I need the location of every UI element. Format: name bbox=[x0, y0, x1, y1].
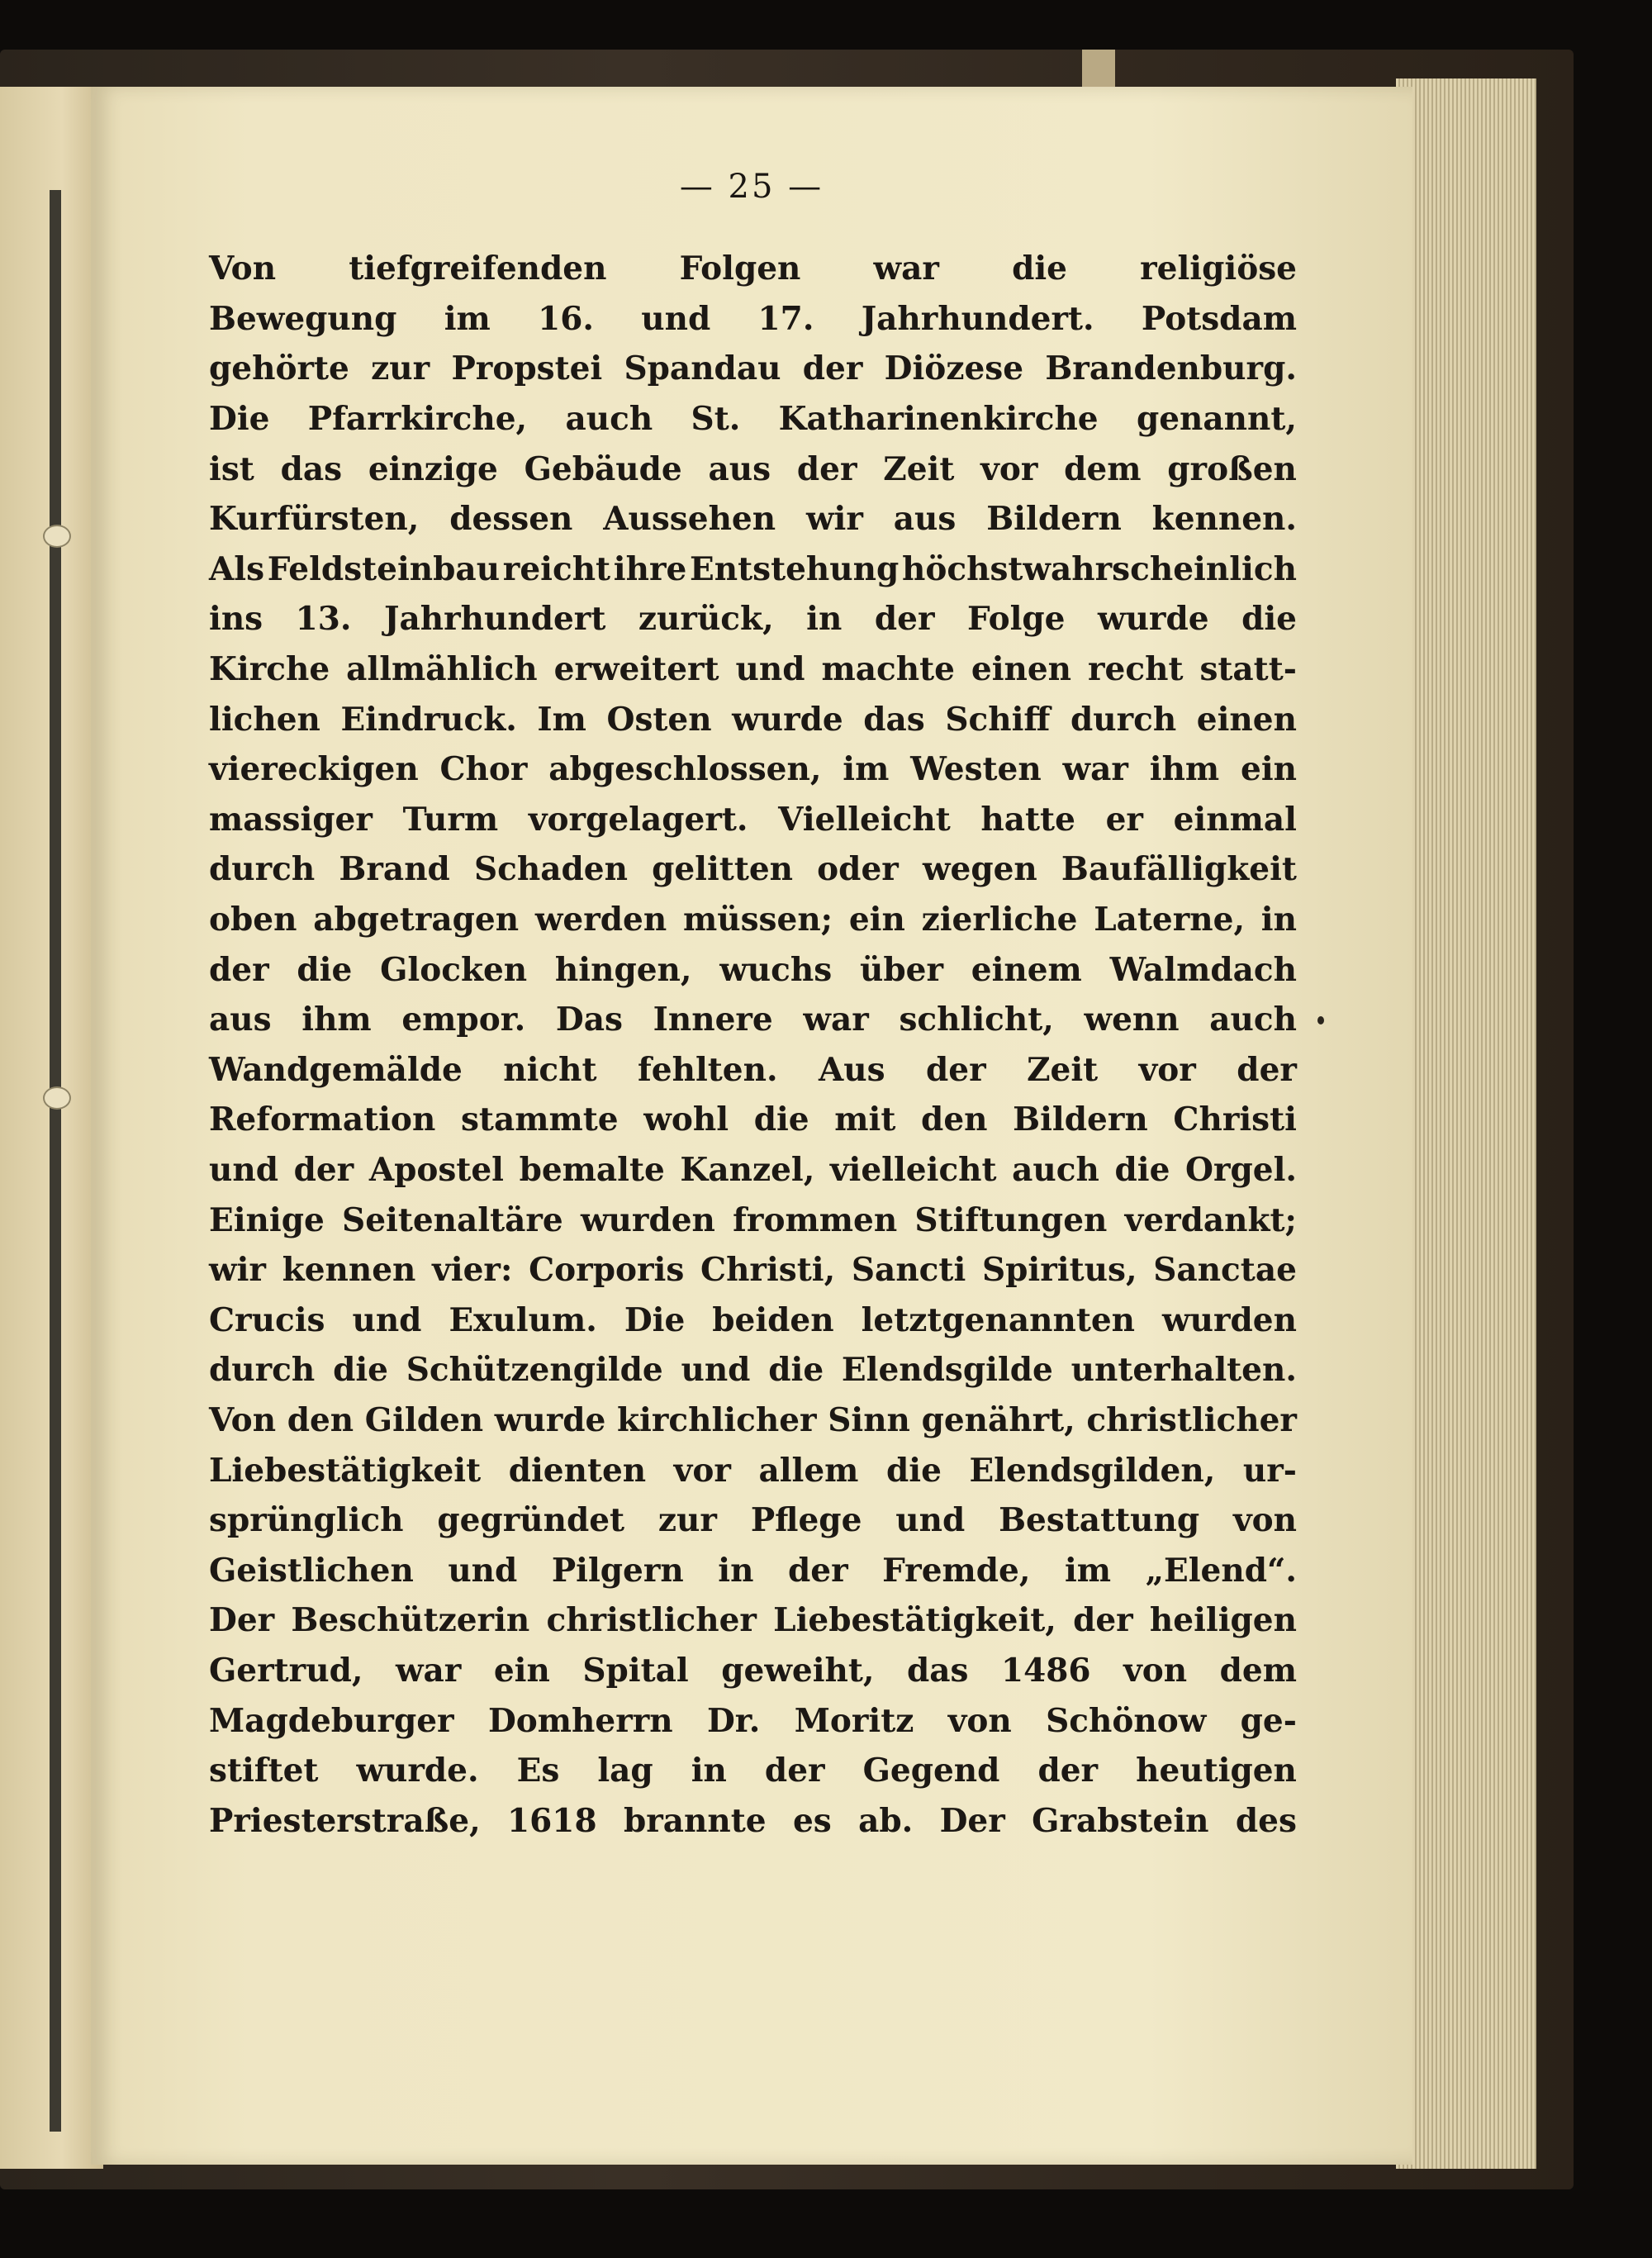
text-line: Die Pfarrkirche, auch St. Katharinenkirche genannt, bbox=[209, 400, 1297, 439]
text-line: Crucis und Exulum. Die beiden letztgenannten wurden bbox=[209, 1300, 1297, 1339]
text-line: Kurfürsten, dessen Aussehen wir aus Bildern kennen. bbox=[209, 500, 1297, 539]
text-line: durch Brand Schaden gelitten oder wegen Baufälligkeit bbox=[209, 850, 1297, 889]
text-line: Einige Seitenaltäre wurden frommen Stiftungen verdankt; bbox=[209, 1200, 1297, 1239]
text-line: Geistlichen und Pilgern in der Fremde, im „Elend“. bbox=[209, 1551, 1297, 1590]
text-line: Bewegung im 16. und 17. Jahrhundert. Potsdam bbox=[209, 299, 1297, 338]
headband bbox=[1082, 50, 1115, 88]
text-line: ins 13. Jahrhundert zurück, in der Folge wurde die bbox=[209, 600, 1297, 639]
text-line: Von tiefgreifenden Folgen war die religiöse bbox=[209, 250, 1297, 288]
text-line: wir kennen vier: Corporis Christi, Sancti Spiritus, Sanctae bbox=[209, 1251, 1297, 1290]
text-line: massiger Turm vorgelagert. Vielleicht hatte er einmal bbox=[209, 800, 1297, 839]
text-line: durch die Schützengilde und die Elendsgilde unterhalten. bbox=[209, 1351, 1297, 1390]
text-line: gehörte zur Propstei Spandau der Diözese Brandenburg. bbox=[209, 349, 1297, 388]
text-line: Magdeburger Domherrn Dr. Moritz von Schönow ge- bbox=[209, 1701, 1297, 1740]
text-line: Wandgemälde nicht fehlten. Aus der Zeit vor der bbox=[209, 1050, 1297, 1089]
book-page bbox=[91, 87, 1412, 2165]
binding-stitch bbox=[43, 1086, 71, 1110]
text-line: Liebestätigkeit dienten vor allem die Elendsgilden, ur- bbox=[209, 1451, 1297, 1490]
text-line: der die Glocken hingen, wuchs über einem Walmdach bbox=[209, 950, 1297, 989]
text-line: ist das einzige Gebäude aus der Zeit vor dem großen bbox=[209, 449, 1297, 488]
text-line: sprünglich gegründet zur Pflege und Bestattung von bbox=[209, 1501, 1297, 1540]
text-line: und der Apostel bemalte Kanzel, vielleicht auch die Orgel. bbox=[209, 1150, 1297, 1189]
text-line: aus ihm empor. Das Innere war schlicht, wenn auch bbox=[209, 1001, 1297, 1039]
text-line: lichen Eindruck. Im Osten wurde das Schiff durch einen bbox=[209, 700, 1297, 739]
text-line: stiftet wurde. Es lag in der Gegend der heutigen bbox=[209, 1752, 1297, 1790]
text-line: viereckigen Chor abgeschlossen, im Westen war ihm ein bbox=[209, 750, 1297, 789]
binding-gutter bbox=[50, 190, 61, 2132]
page-number: — 25 — bbox=[679, 168, 824, 206]
text-line: oben abgetragen werden müssen; ein zierliche Laterne, in bbox=[209, 901, 1297, 939]
ink-spot bbox=[1317, 1016, 1324, 1024]
text-line: Als Feldsteinbau reicht ihre Entstehung höchstwahrscheinlich bbox=[209, 549, 1297, 588]
text-line: Reformation stammte wohl die mit den Bildern Christi bbox=[209, 1100, 1297, 1139]
text-line: Priesterstraße, 1618 brannte es ab. Der Grabstein des bbox=[209, 1801, 1297, 1840]
text-line: Gertrud, war ein Spital geweiht, das 1486 von dem bbox=[209, 1651, 1297, 1690]
binding-stitch bbox=[43, 525, 71, 548]
text-line: Von den Gilden wurde kirchlicher Sinn genährt, christlicher bbox=[209, 1400, 1297, 1439]
text-line: Der Beschützerin christlicher Liebestätigkeit, der heiligen bbox=[209, 1601, 1297, 1640]
page-block-edges bbox=[1396, 78, 1536, 2169]
text-line: Kirche allmählich erweitert und machte einen recht statt- bbox=[209, 650, 1297, 689]
body-text bbox=[209, 244, 1297, 1846]
